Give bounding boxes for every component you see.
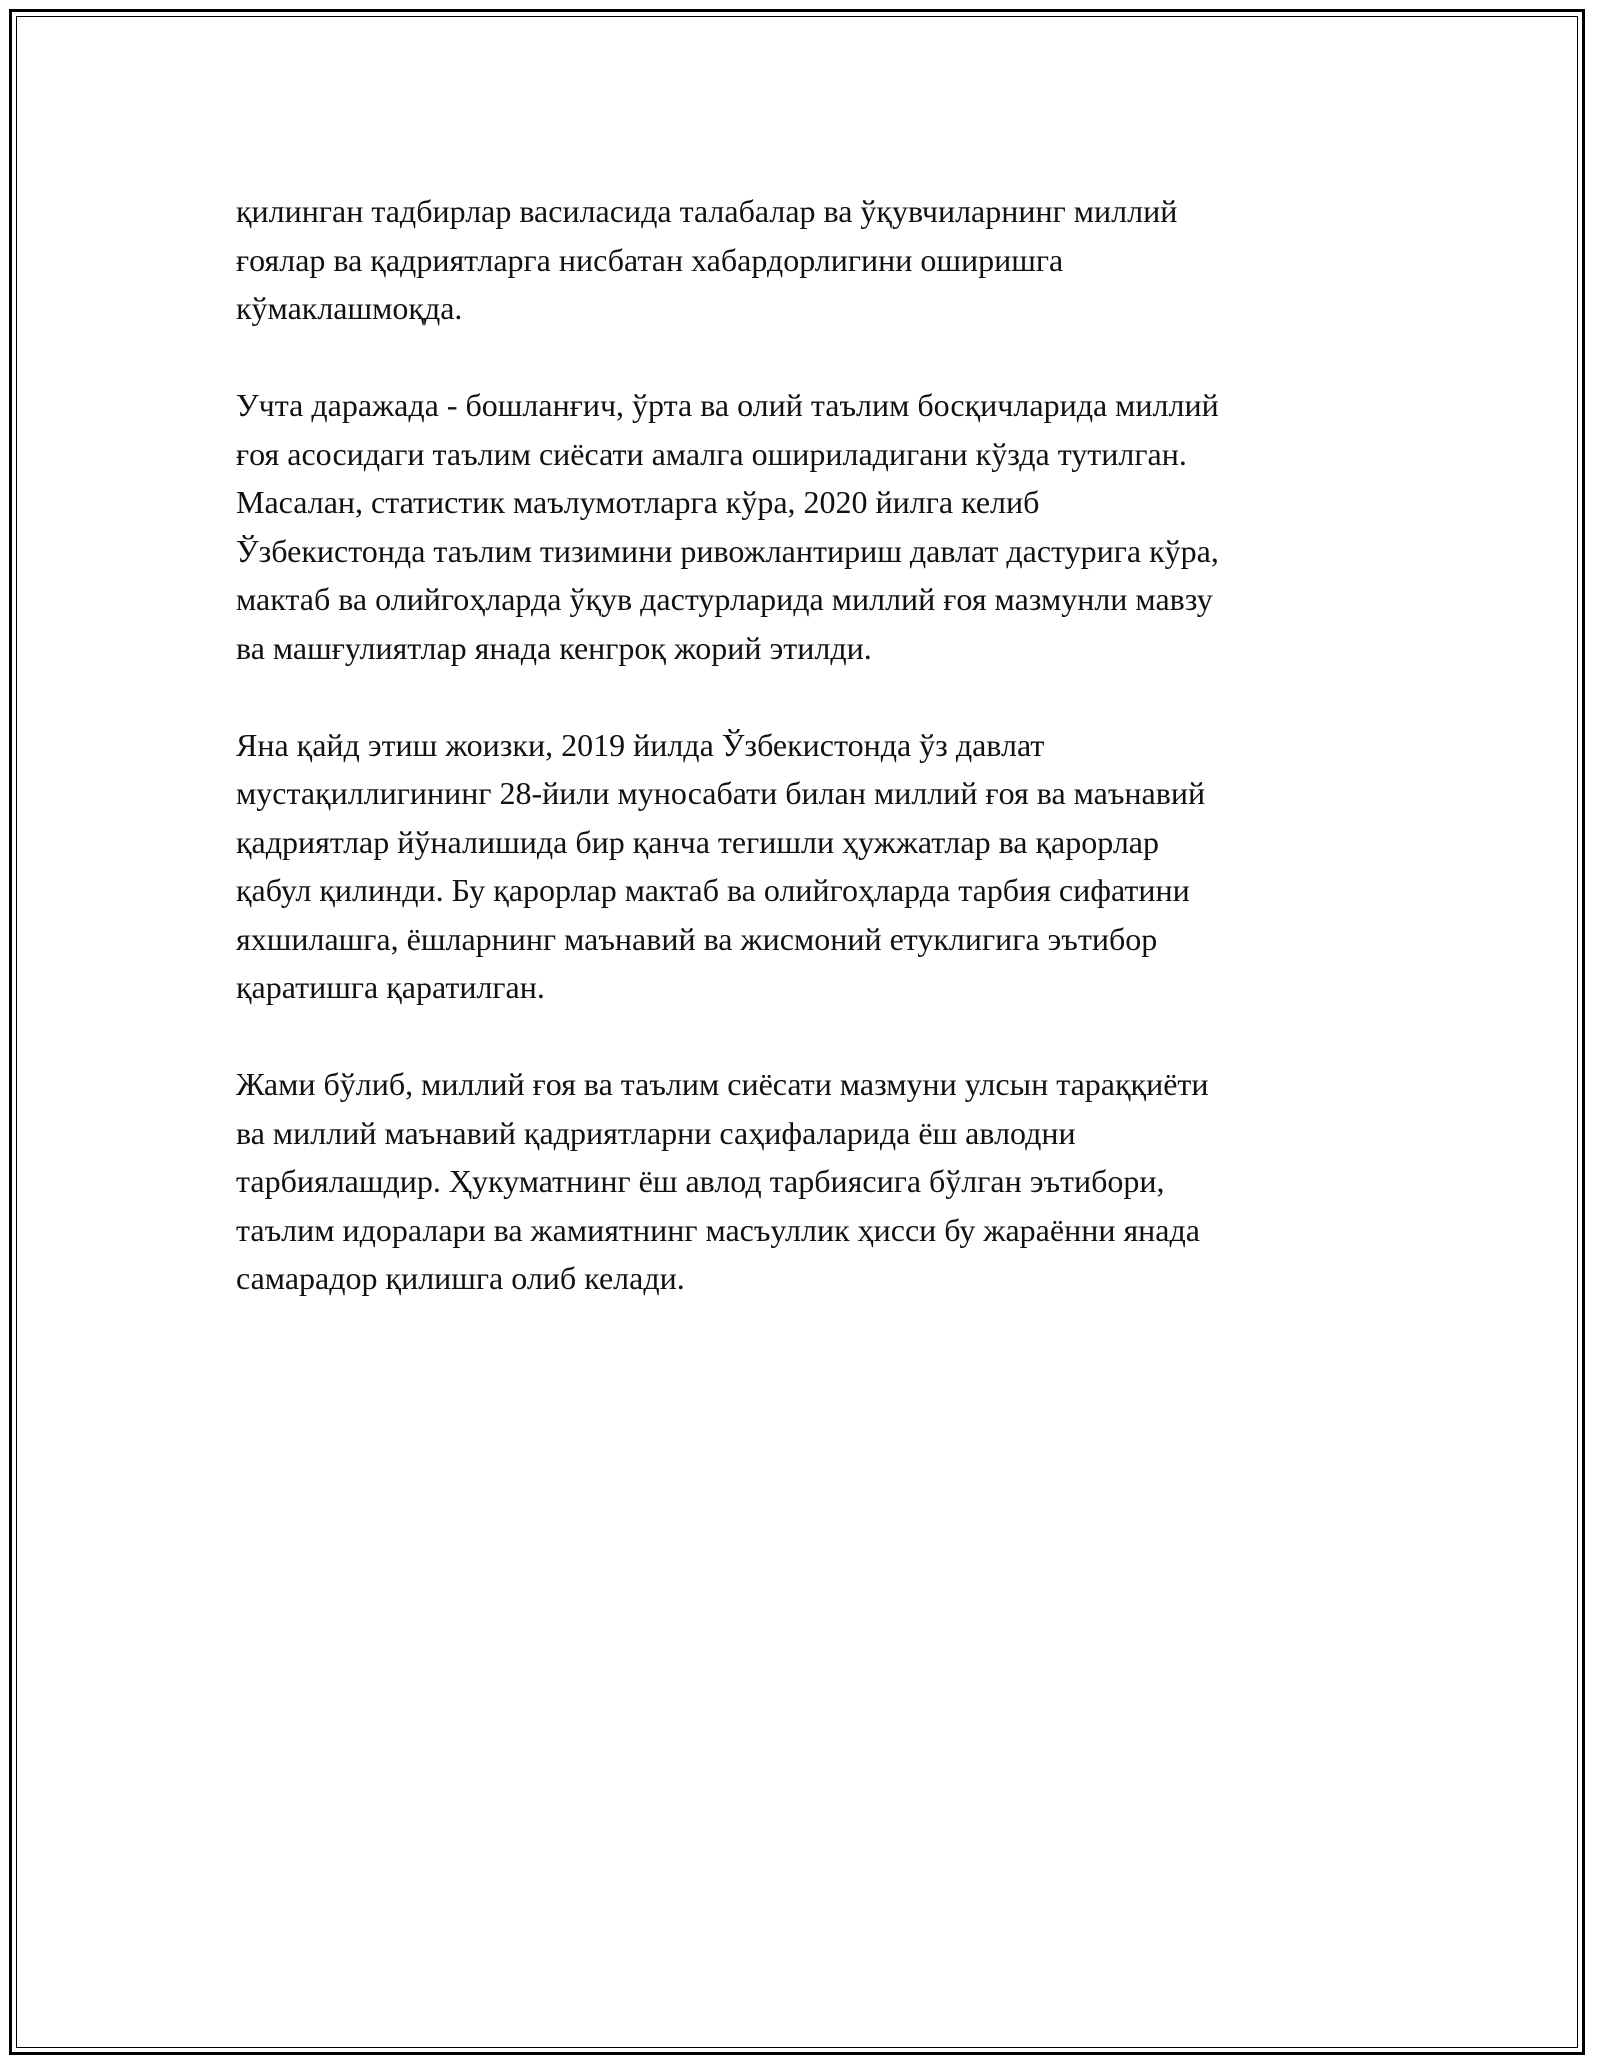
paragraph-4 <box>236 1060 1386 1303</box>
text-line: таълим идоралари ва жамиятнинг масъуллик ҳисси бу жараённи янада <box>236 1211 1200 1248</box>
text-line: қаратишга қаратилган. <box>236 969 545 1005</box>
document-body <box>236 187 1386 1351</box>
text-line: қабул қилинди. Бу қарорлар мактаб ва олийгоҳларда тарбия сифатини <box>236 872 1190 908</box>
text-line: ғоялар ва қадриятларга нисбатан хабардорлигини оширишга <box>236 241 1064 278</box>
text-line: ва миллий маънавий қадриятларни саҳифаларида ёш авлодни <box>236 1114 1076 1151</box>
paragraph-2 <box>236 381 1386 672</box>
text-line: тарбиялашдир. Ҳукуматнинг ёш авлод тарбиясига бўлган эътибори, <box>236 1163 1165 1199</box>
text-line: Учта даражада - бошланғич, ўрта ва олий таълим босқичларида миллий <box>236 387 1219 423</box>
text-line: яхшилашга, ёшларнинг маънавий ва жисмоний етуклигига эътибор <box>236 920 1158 957</box>
text-line: ғоя асосидаги таълим сиёсати амалга ошириладигани кўзда тутилган. <box>236 435 1187 472</box>
text-line: қилинган тадбирлар василасида талабалар ва ўқувчиларнинг миллий <box>236 193 1178 229</box>
text-line: мустақиллигининг 28-йили муносабати билан миллий ғоя ва маънавий <box>236 775 1206 811</box>
text-line: қадриятлар йўналишида бир қанча тегишли ҳужжатлар ва қарорлар <box>236 823 1159 860</box>
text-line: кўмаклашмоқда. <box>236 290 463 326</box>
text-line: Жами бўлиб, миллий ғоя ва таълим сиёсати мазмуни улсын тараққиёти <box>236 1066 1209 1102</box>
text-line: Ўзбекистонда таълим тизимини ривожлантириш давлат дастурига кўра, <box>236 532 1219 569</box>
text-line: ва машғулиятлар янада кенгроқ жорий этилди. <box>236 629 872 666</box>
text-line: самарадор қилишга олиб келади. <box>236 1260 685 1296</box>
text-line: Масалан, статистик маълумотларга кўра, 2020 йилга келиб <box>236 484 1040 520</box>
paragraph-3 <box>236 721 1386 1012</box>
text-line: мактаб ва олийгоҳларда ўқув дастурларида миллий ғоя мазмунли мавзу <box>236 581 1213 617</box>
text-line: Яна қайд этиш жоизки, 2019 йилда Ўзбекистонда ўз давлат <box>236 726 1045 763</box>
paragraph-1 <box>236 187 1386 333</box>
